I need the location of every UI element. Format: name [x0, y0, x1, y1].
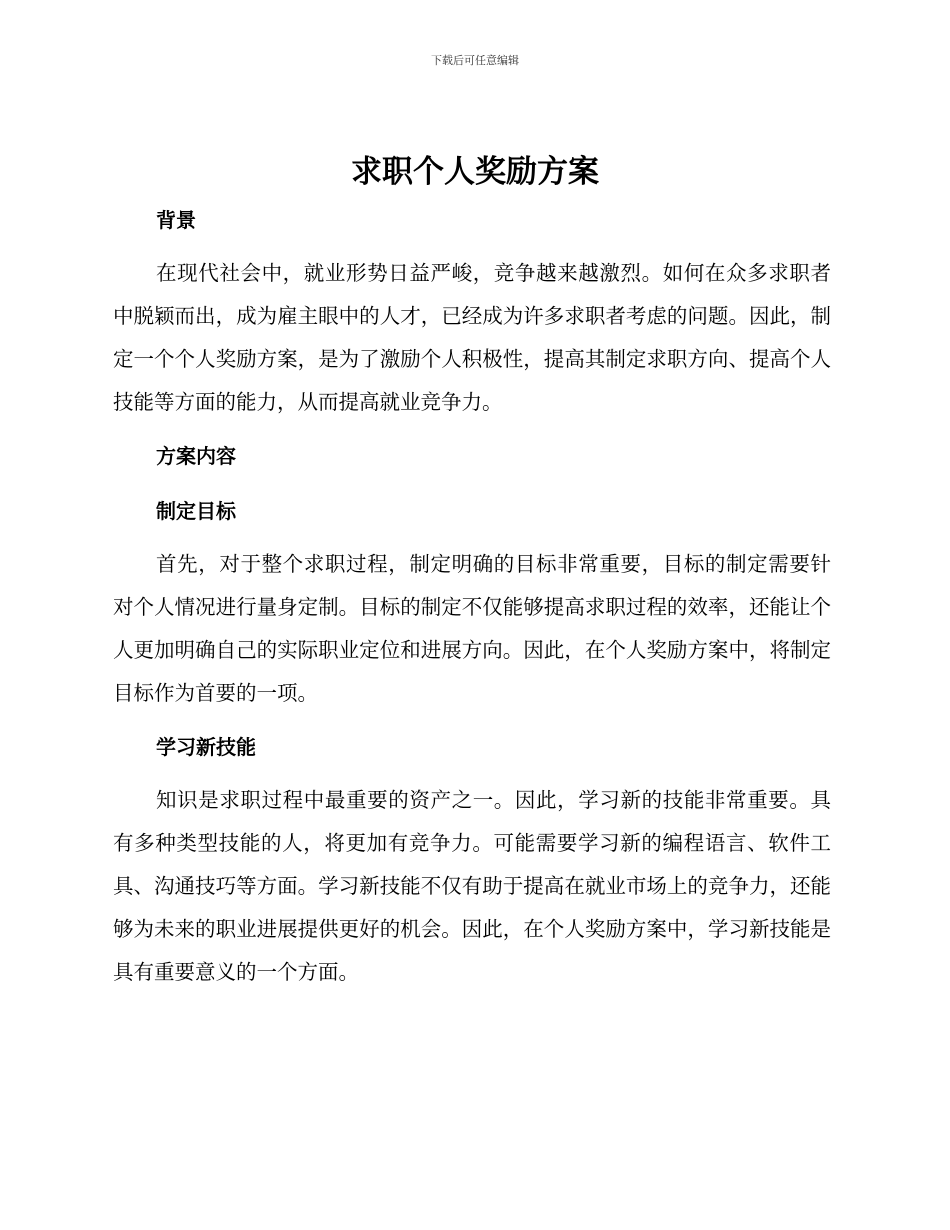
document-title: 求职个人奖励方案 [351, 154, 599, 190]
section-heading-skills: 学习新技能 [156, 735, 256, 759]
paragraph-skills: 知识是求职过程中最重要的资产之一。因此，学习新的技能非常重要。具有多种类型技能的人，将更加有竞争力。可能需要学习新的编程语言、软件工具、沟通技巧等方面。学习新技能不仅有助于提高在就业市场上的竞争力，还能够为未来的职业进展提供更好的机会。因此，在个人奖励方案中，学习新技能是具有重要意义的一个方面。 [113, 788, 831, 984]
section-heading-content: 方案内容 [156, 444, 236, 468]
paragraph-goal: 首先，对于整个求职过程，制定明确的目标非常重要，目标的制定需要针对个人情况进行量身定制。目标的制定不仅能够提高求职过程的效率，还能让个人更加明确自己的实际职业定位和进展方向。因此，在个人奖励方案中，将制定目标作为首要的一项。 [113, 552, 831, 705]
paragraph-background: 在现代社会中，就业形势日益严峻，竞争越来越激烈。如何在众多求职者中脱颖而出，成为雇主眼中的人才，已经成为许多求职者考虑的问题。因此，制定一个个人奖励方案，是为了激励个人积极性，提高其制定求职方向、提高个人技能等方面的能力，从而提高就业竞争力。 [113, 261, 831, 414]
section-heading-goal: 制定目标 [156, 499, 236, 523]
section-heading-background: 背景 [156, 208, 196, 232]
header-note: 下载后可任意编辑 [431, 54, 519, 67]
